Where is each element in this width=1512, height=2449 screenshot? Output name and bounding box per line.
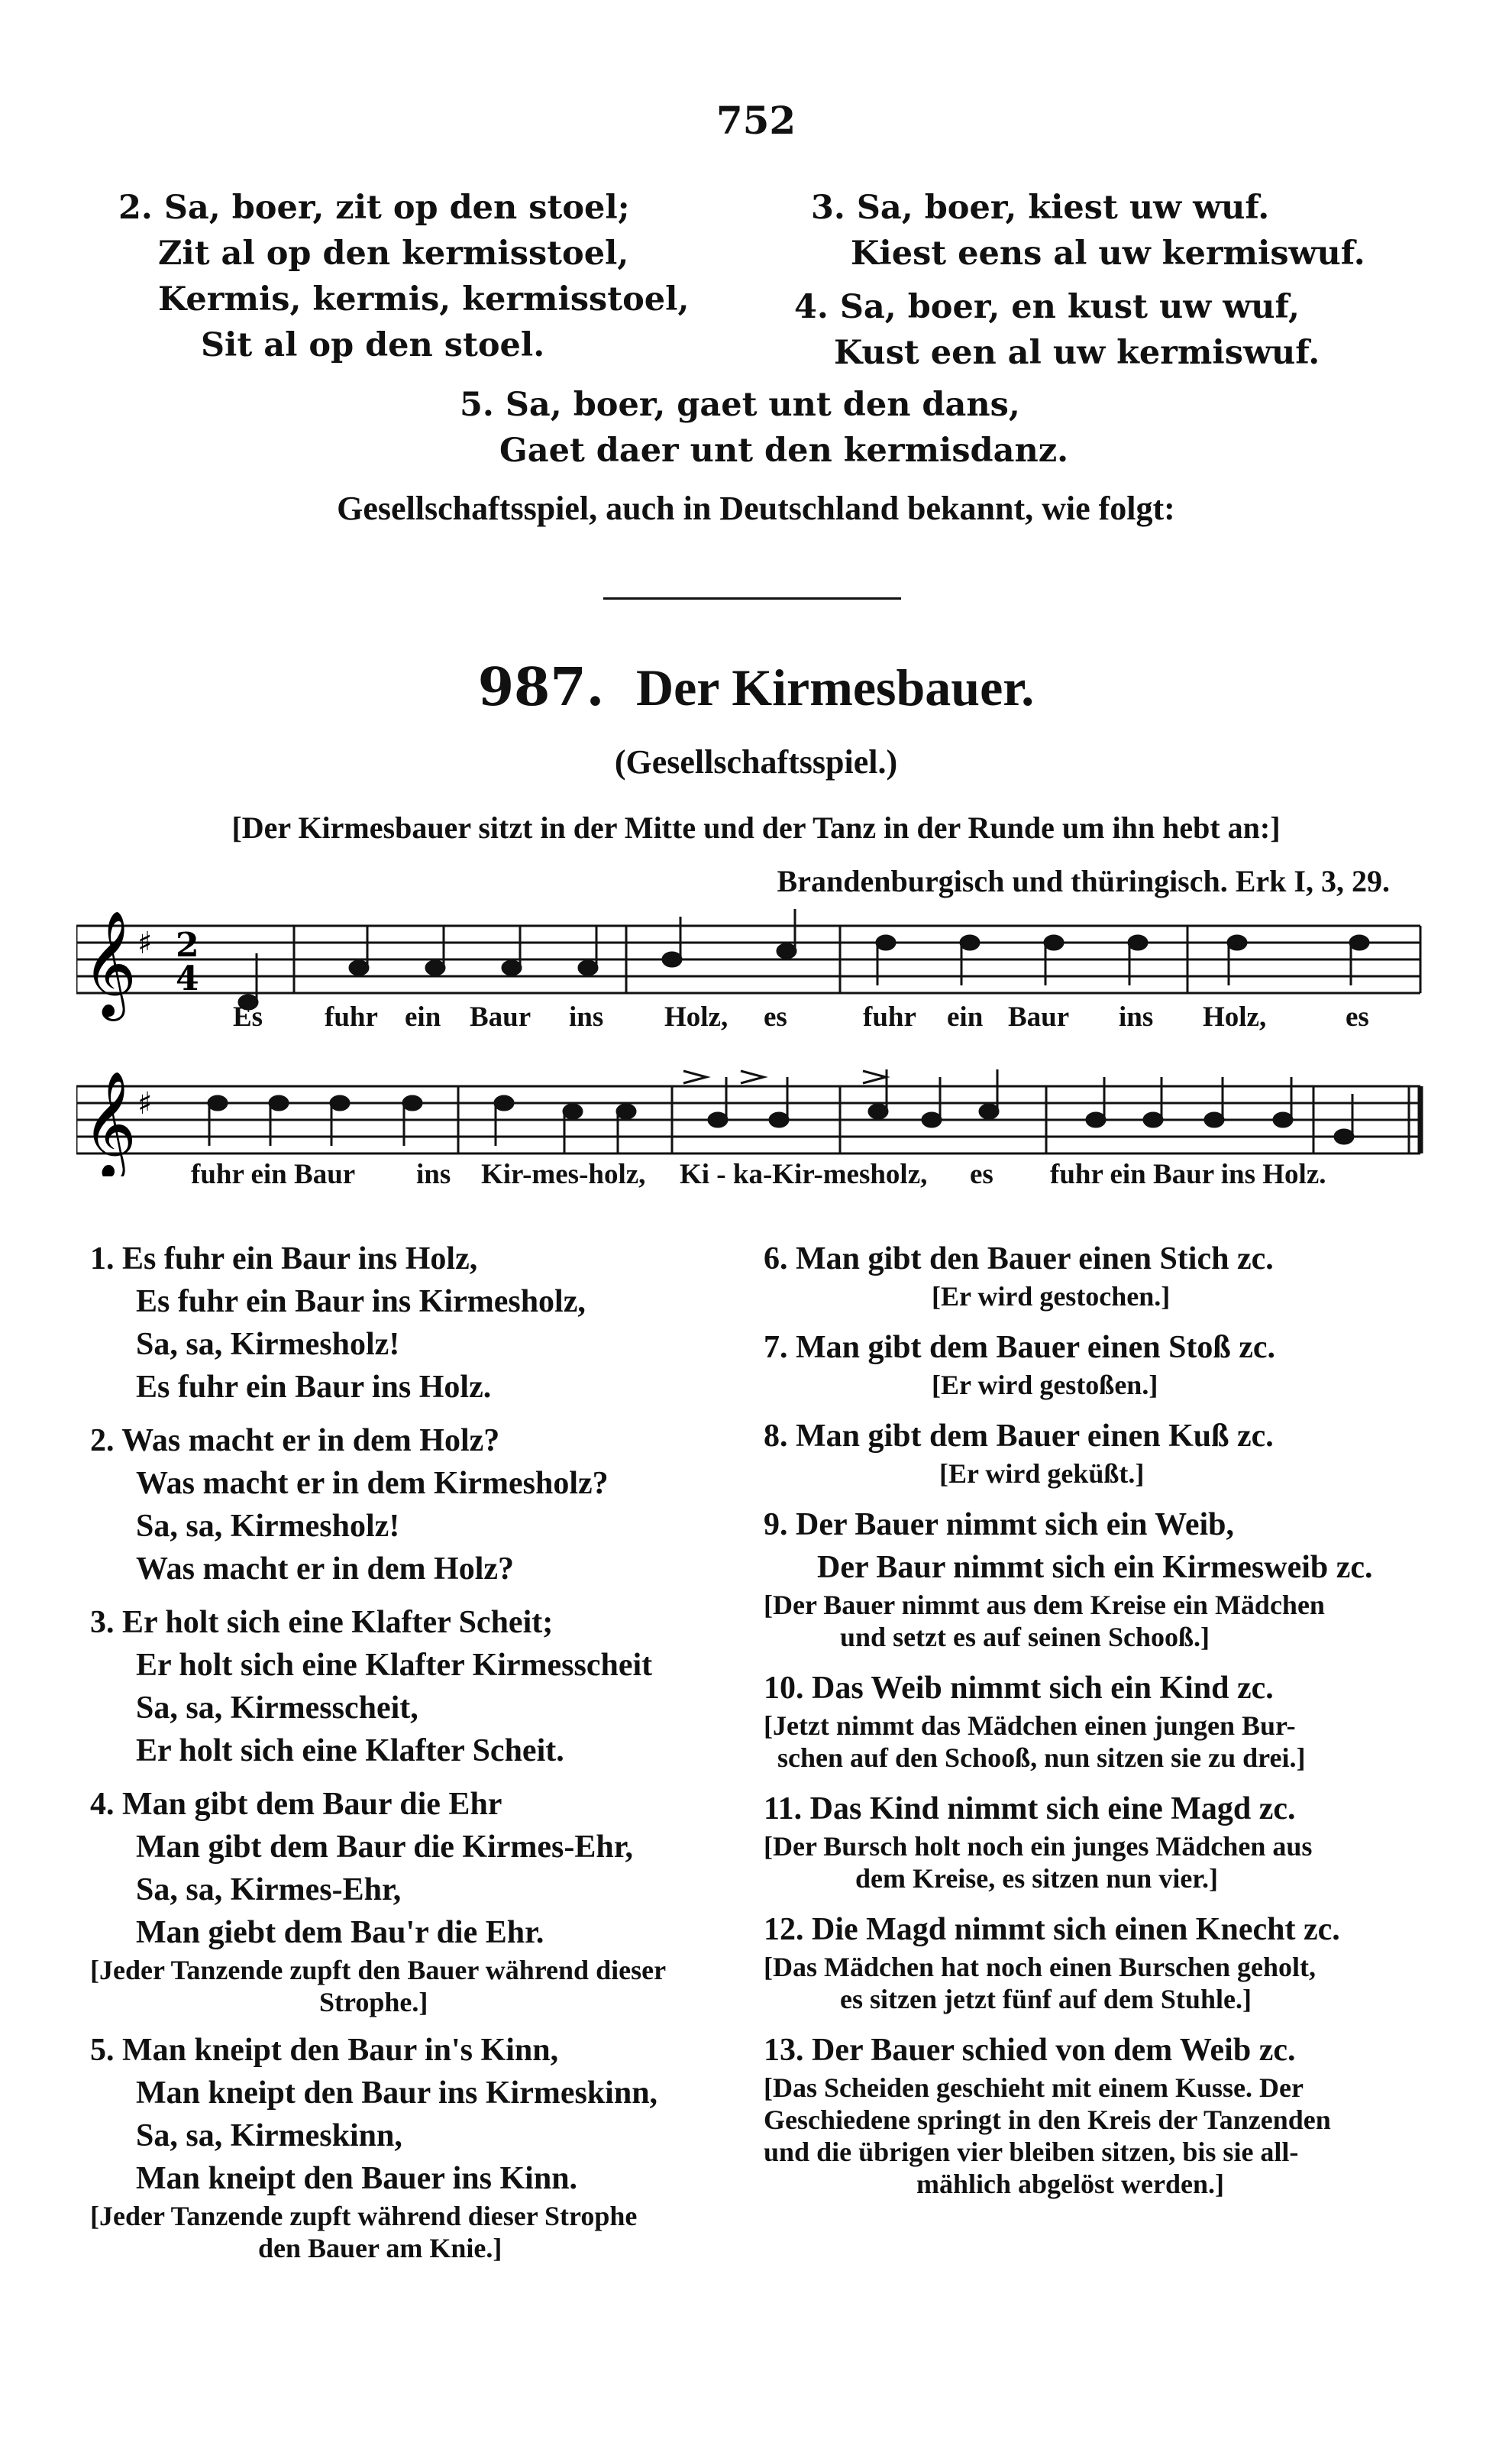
verse-line: 9. Der Bauer nimmt sich ein Weib, xyxy=(764,1507,1235,1542)
verse-line: Man giebt dem Bau'r die Ehr. xyxy=(136,1915,544,1950)
verse-line: 3. Sa, boer, kiest uw wuf. xyxy=(811,189,1270,227)
lyric-syllable: ins xyxy=(569,1001,604,1033)
song-subtitle: (Gesellschaftsspiel.) xyxy=(614,743,898,781)
verse-block xyxy=(90,2029,666,2264)
lyric-syllable: ins xyxy=(416,1159,451,1190)
verse-line: 3. Er holt sich eine Klafter Scheit; xyxy=(90,1605,554,1640)
verses-left xyxy=(90,1237,666,2264)
lyric-syllable: Holz, xyxy=(1203,1001,1267,1033)
verse-block xyxy=(764,2029,1373,2200)
time-signature-bottom: 4 xyxy=(176,959,199,998)
verse-line: Sit al op den stoel. xyxy=(201,326,545,364)
lyric-syllable: es xyxy=(1346,1001,1369,1033)
verse-note: und setzt es auf seinen Schooß.] xyxy=(840,1622,1210,1652)
verse-block xyxy=(764,1667,1373,1774)
verse-line: 1. Es fuhr ein Baur ins Holz, xyxy=(90,1241,478,1276)
verse-line: Kust een al uw kermiswuf. xyxy=(834,334,1320,372)
top-verse-4 xyxy=(794,284,1320,376)
lyric-syllable: ein xyxy=(405,1001,441,1033)
verse-block xyxy=(764,1503,1373,1653)
verse-line: Der Baur nimmt sich ein Kirmesweib zc. xyxy=(817,1550,1373,1585)
verse-line: Man gibt dem Baur die Kirmes-Ehr, xyxy=(136,1829,634,1865)
verse-note: [Jetzt nimmt das Mädchen einen jungen Bur- xyxy=(764,1710,1296,1741)
song-number: 987. xyxy=(477,657,605,718)
verse-line: 2. Sa, boer, zit op den stoel; xyxy=(118,189,630,227)
verse-block xyxy=(764,1237,1373,1312)
divider-rule xyxy=(603,597,901,600)
verse-note: [Jeder Tanzende zupft während dieser Strophe xyxy=(90,2201,638,2231)
verse-line: 5. Man kneipt den Baur in's Kinn, xyxy=(90,2033,559,2068)
verse-line: Was macht er in dem Holz? xyxy=(136,1551,515,1587)
song-instruction: [Der Kirmesbauer sitzt in der Mitte und der Tanz in der Runde um ihn hebt an:] xyxy=(231,810,1281,845)
verse-block xyxy=(90,1419,666,1590)
verse-line: Es fuhr ein Baur ins Holz. xyxy=(136,1370,492,1405)
verse-note: [Der Bauer nimmt aus dem Kreise ein Mädchen xyxy=(764,1590,1325,1620)
verse-line: Sa, sa, Kirmesscheit, xyxy=(136,1690,418,1726)
verse-line: 7. Man gibt dem Bauer einen Stoß zc. xyxy=(764,1330,1276,1365)
verse-line: Sa, sa, Kirmes-Ehr, xyxy=(136,1872,402,1907)
lyric-syllable: es xyxy=(970,1159,993,1190)
verse-line: Zit al op den kermisstoel, xyxy=(158,235,629,273)
verses-right xyxy=(764,1237,1373,2200)
verse-note: [Das Mädchen hat noch einen Burschen geholt, xyxy=(764,1952,1317,1982)
verse-line: 10. Das Weib nimmt sich ein Kind zc. xyxy=(764,1671,1274,1706)
verse-line: Kiest eens al uw kermiswuf. xyxy=(851,235,1365,273)
lyric-syllable: Holz, xyxy=(664,1001,729,1033)
treble-clef-icon: 𝄞 xyxy=(82,1071,137,1176)
time-signature-top: 2 xyxy=(176,926,199,965)
verse-note: Strophe.] xyxy=(319,1987,428,2017)
verse-note: und die übrigen vier bleiben sitzen, bis sie all- xyxy=(764,2137,1299,2167)
lyric-syllable: ein xyxy=(947,1001,984,1033)
verse-note: [Der Bursch holt noch ein junges Mädchen aus xyxy=(764,1831,1313,1862)
verse-note: schen auf den Schooß, nun sitzen sie zu drei.] xyxy=(777,1742,1306,1773)
verse-line: 13. Der Bauer schied von dem Weib zc. xyxy=(764,2033,1296,2068)
verse-line: Kermis, kermis, kermisstoel, xyxy=(158,280,690,319)
verse-note: [Jeder Tanzende zupft den Bauer während dieser xyxy=(90,1955,667,1985)
lyric-syllable: Kir-mes-holz, xyxy=(481,1159,646,1190)
page-number: 752 xyxy=(716,98,796,143)
verse-note: den Bauer am Knie.] xyxy=(258,2233,502,2263)
verse-line: Sa, sa, Kirmeskinn, xyxy=(136,2118,402,2153)
song-title xyxy=(0,657,1512,718)
svg-text:♯: ♯ xyxy=(137,1086,153,1121)
verse-note: [Er wird gestoßen.] xyxy=(932,1370,1158,1400)
verse-block xyxy=(90,1601,666,1772)
verse-note: Geschiedene springt in den Kreis der Tanzenden xyxy=(764,2104,1331,2135)
intro-line: Gesellschaftsspiel, auch in Deutschland bekannt, wie folgt: xyxy=(337,490,1175,527)
verse-line: Man kneipt den Baur ins Kirmeskinn, xyxy=(136,2075,658,2111)
treble-clef-icon: 𝄞 xyxy=(82,911,137,1017)
verse-block xyxy=(90,1783,666,2018)
svg-text:♯: ♯ xyxy=(137,926,153,961)
verse-line: Gaet daer unt den kermisdanz. xyxy=(499,432,1069,470)
verse-line: 4. Man gibt dem Baur die Ehr xyxy=(90,1787,502,1822)
verse-line: Er holt sich eine Klafter Scheit. xyxy=(136,1733,564,1768)
verse-line: Was macht er in dem Kirmesholz? xyxy=(136,1466,609,1501)
verse-line: 8. Man gibt dem Bauer einen Kuß zc. xyxy=(764,1419,1274,1454)
lyric-syllable: ins xyxy=(1119,1001,1154,1033)
top-verse-5 xyxy=(460,382,1068,474)
lyric-syllable: fuhr xyxy=(863,1001,916,1033)
verse-note: [Er wird geküßt.] xyxy=(939,1458,1145,1489)
verse-note: dem Kreise, es sitzen nun vier.] xyxy=(855,1863,1218,1894)
lyric-syllable: Baur xyxy=(470,1001,531,1033)
song-source: Brandenburgisch und thüringisch. Erk I, 3, 29. xyxy=(777,864,1390,898)
verse-block xyxy=(764,1787,1373,1894)
verse-line: 12. Die Magd nimmt sich einen Knecht zc. xyxy=(764,1912,1340,1947)
lyric-syllable: Ki - ka-Kir-mesholz, xyxy=(680,1159,928,1190)
verse-line: Es fuhr ein Baur ins Kirmesholz, xyxy=(136,1284,586,1319)
verse-line: 11. Das Kind nimmt sich eine Magd zc. xyxy=(764,1791,1296,1826)
top-verse-2 xyxy=(118,185,689,368)
verse-block xyxy=(90,1237,666,1409)
verse-block xyxy=(764,1908,1373,2015)
verse-note: [Das Scheiden geschieht mit einem Kusse. Der xyxy=(764,2072,1304,2103)
lyric-syllable: es xyxy=(764,1001,787,1033)
verse-note: mählich abgelöst werden.] xyxy=(916,2169,1224,2199)
lyric-syllable: Es xyxy=(233,1001,263,1033)
accent-marks-icon xyxy=(683,1071,886,1083)
verse-line: 4. Sa, boer, en kust uw wuf, xyxy=(794,288,1300,326)
verse-line: Sa, sa, Kirmesholz! xyxy=(136,1327,400,1362)
top-verse-3 xyxy=(811,185,1365,277)
verse-block xyxy=(764,1415,1373,1490)
verse-note: [Er wird gestochen.] xyxy=(932,1281,1171,1312)
lyric-syllable: fuhr ein Baur xyxy=(191,1159,356,1190)
lyric-syllable: Baur xyxy=(1008,1001,1070,1033)
verse-line: 5. Sa, boer, gaet unt den dans, xyxy=(460,386,1020,424)
verse-line: Sa, sa, Kirmesholz! xyxy=(136,1509,400,1544)
verse-block xyxy=(764,1326,1373,1401)
verse-line: 6. Man gibt den Bauer einen Stich zc. xyxy=(764,1241,1274,1276)
verse-line: Er holt sich eine Klafter Kirmesscheit xyxy=(136,1648,653,1683)
song-title-text: Der Kirmesbauer. xyxy=(635,658,1035,717)
verse-note: es sitzen jetzt fünf auf dem Stuhle.] xyxy=(840,1984,1252,2014)
lyric-syllable: fuhr ein Baur ins Holz. xyxy=(1050,1159,1326,1190)
verse-line: 2. Was macht er in dem Holz? xyxy=(90,1423,500,1458)
verse-line: Man kneipt den Bauer ins Kinn. xyxy=(136,2161,578,2196)
lyric-syllable: fuhr xyxy=(325,1001,378,1033)
